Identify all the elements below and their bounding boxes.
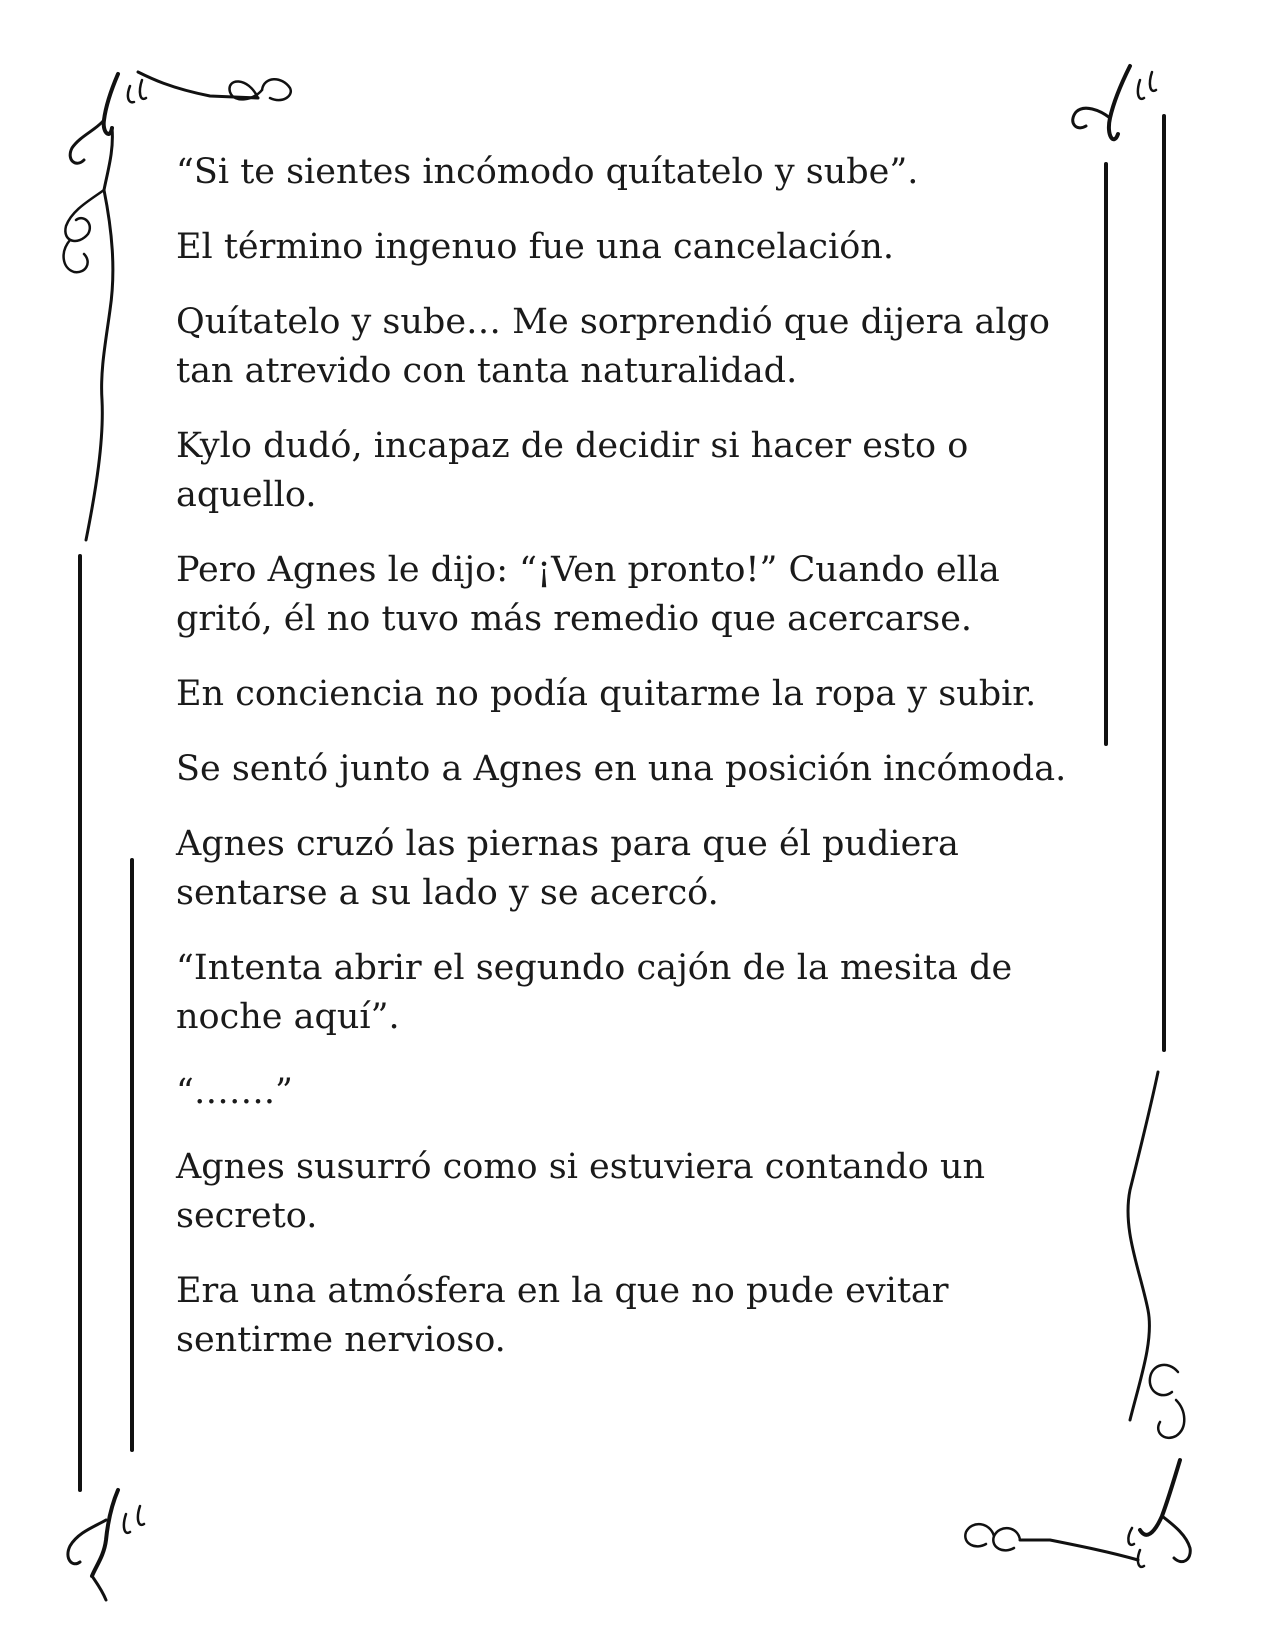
paragraph: Agnes susurró como si estuviera contando un secreto.: [176, 1147, 986, 1236]
paragraph: Quítatelo y sube… Me sorprendió que dijera algo tan atrevido con tanta naturalidad.: [176, 302, 1051, 391]
paragraph: Kylo dudó, incapaz de decidir si hacer esto o aquello.: [176, 426, 969, 515]
paragraph: En conciencia no podía quitarme la ropa y subir.: [176, 674, 1037, 714]
paragraph: Agnes cruzó las piernas para que él pudiera sentarse a su lado y se acercó.: [176, 824, 959, 913]
paragraph: “…….”: [176, 1072, 293, 1112]
text-body: [176, 148, 1096, 1391]
paragraph: Pero Agnes le dijo: “¡Ven pronto!” Cuando ella gritó, él no tuvo más remedio que acercarse.: [176, 550, 1000, 639]
paragraph: El término ingenuo fue una cancelación.: [176, 227, 894, 267]
flourish-ornament-top-right: [1073, 66, 1156, 139]
paragraph: Se sentó junto a Agnes en una posición incómoda.: [176, 749, 1067, 789]
paragraph: “Intenta abrir el segundo cajón de la mesita de noche aquí”.: [176, 948, 1013, 1037]
paragraph: Era una atmósfera en la que no pude evitar sentirme nervioso.: [176, 1271, 949, 1360]
paragraph: “Si te sientes incómodo quítatelo y sube”.: [176, 152, 919, 192]
flourish-ornament-bottom-left: [68, 1490, 144, 1600]
